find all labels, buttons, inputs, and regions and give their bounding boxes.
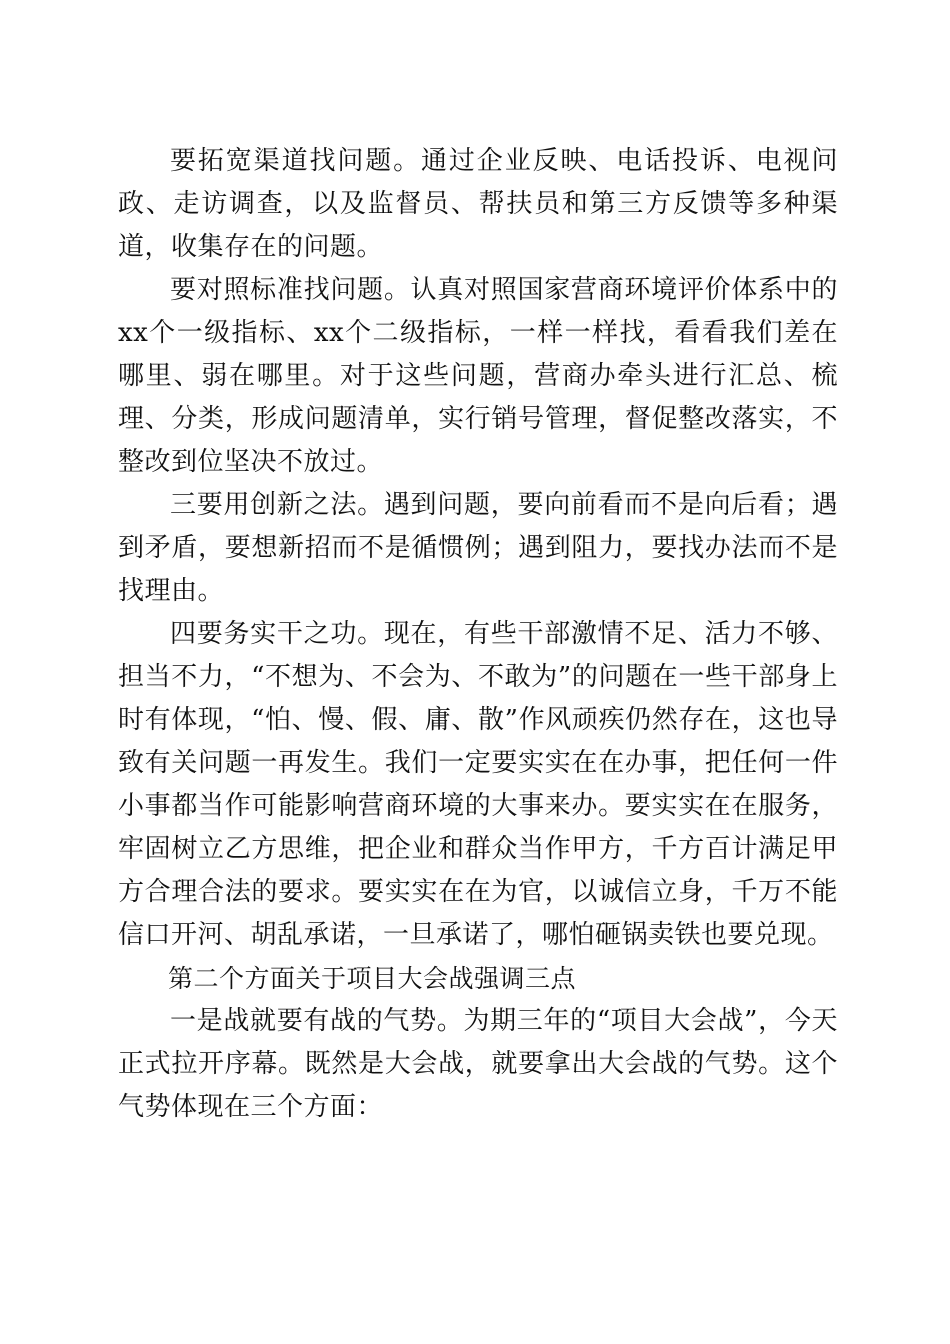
paragraph-check-standards: 要对照标准找问题。认真对照国家营商环境评价体系中的xx个一级指标、xx个二级指标，一样一样找，看看我们差在哪里、弱在哪里。对于这些问题，营商办牵头进行汇总、梳理、分类，形成问题清单，实行销号管理，督促整改落实，不整改到位坚决不放过。 — [118, 275, 838, 477]
paragraph-practical-work: 四要务实干之功。现在，有些干部激情不足、活力不够、担当不力，“不想为、不会为、不敢为”的问题在一些干部身上时有体现，“怕、慢、假、庸、散”作风顽疾仍然存在，这也导致有关问题一再发生。我们一定要实实在在办事，把任何一件小事都当作可能影响营商环境的大事来办。要实实在在服务，牢固树立乙方思维，把企业和群众当作甲方，千方百计满足甲方合理合法的要求。要实实在在为官，以诚信立身，千万不能信口开河、胡乱承诺，一旦承诺了，哪怕砸锅卖铁也要兑现。 — [118, 619, 838, 950]
document-body — [118, 140, 838, 1129]
paragraph-innovation: 三要用创新之法。遇到问题，要向前看而不是向后看；遇到矛盾，要想新招而不是循惯例；遇到阻力，要找办法而不是找理由。 — [118, 490, 838, 606]
section-heading: 第二个方面关于项目大会战强调三点 — [168, 964, 577, 993]
paragraph-battle-momentum: 一是战就要有战的气势。为期三年的“项目大会战”，今天正式拉开序幕。既然是大会战，就要拿出大会战的气势。这个气势体现在三个方面： — [118, 1006, 838, 1122]
paragraph-expand-channels: 要拓宽渠道找问题。通过企业反映、电话投诉、电视问政、走访调查，以及监督员、帮扶员和第三方反馈等多种渠道，收集存在的问题。 — [118, 146, 838, 262]
